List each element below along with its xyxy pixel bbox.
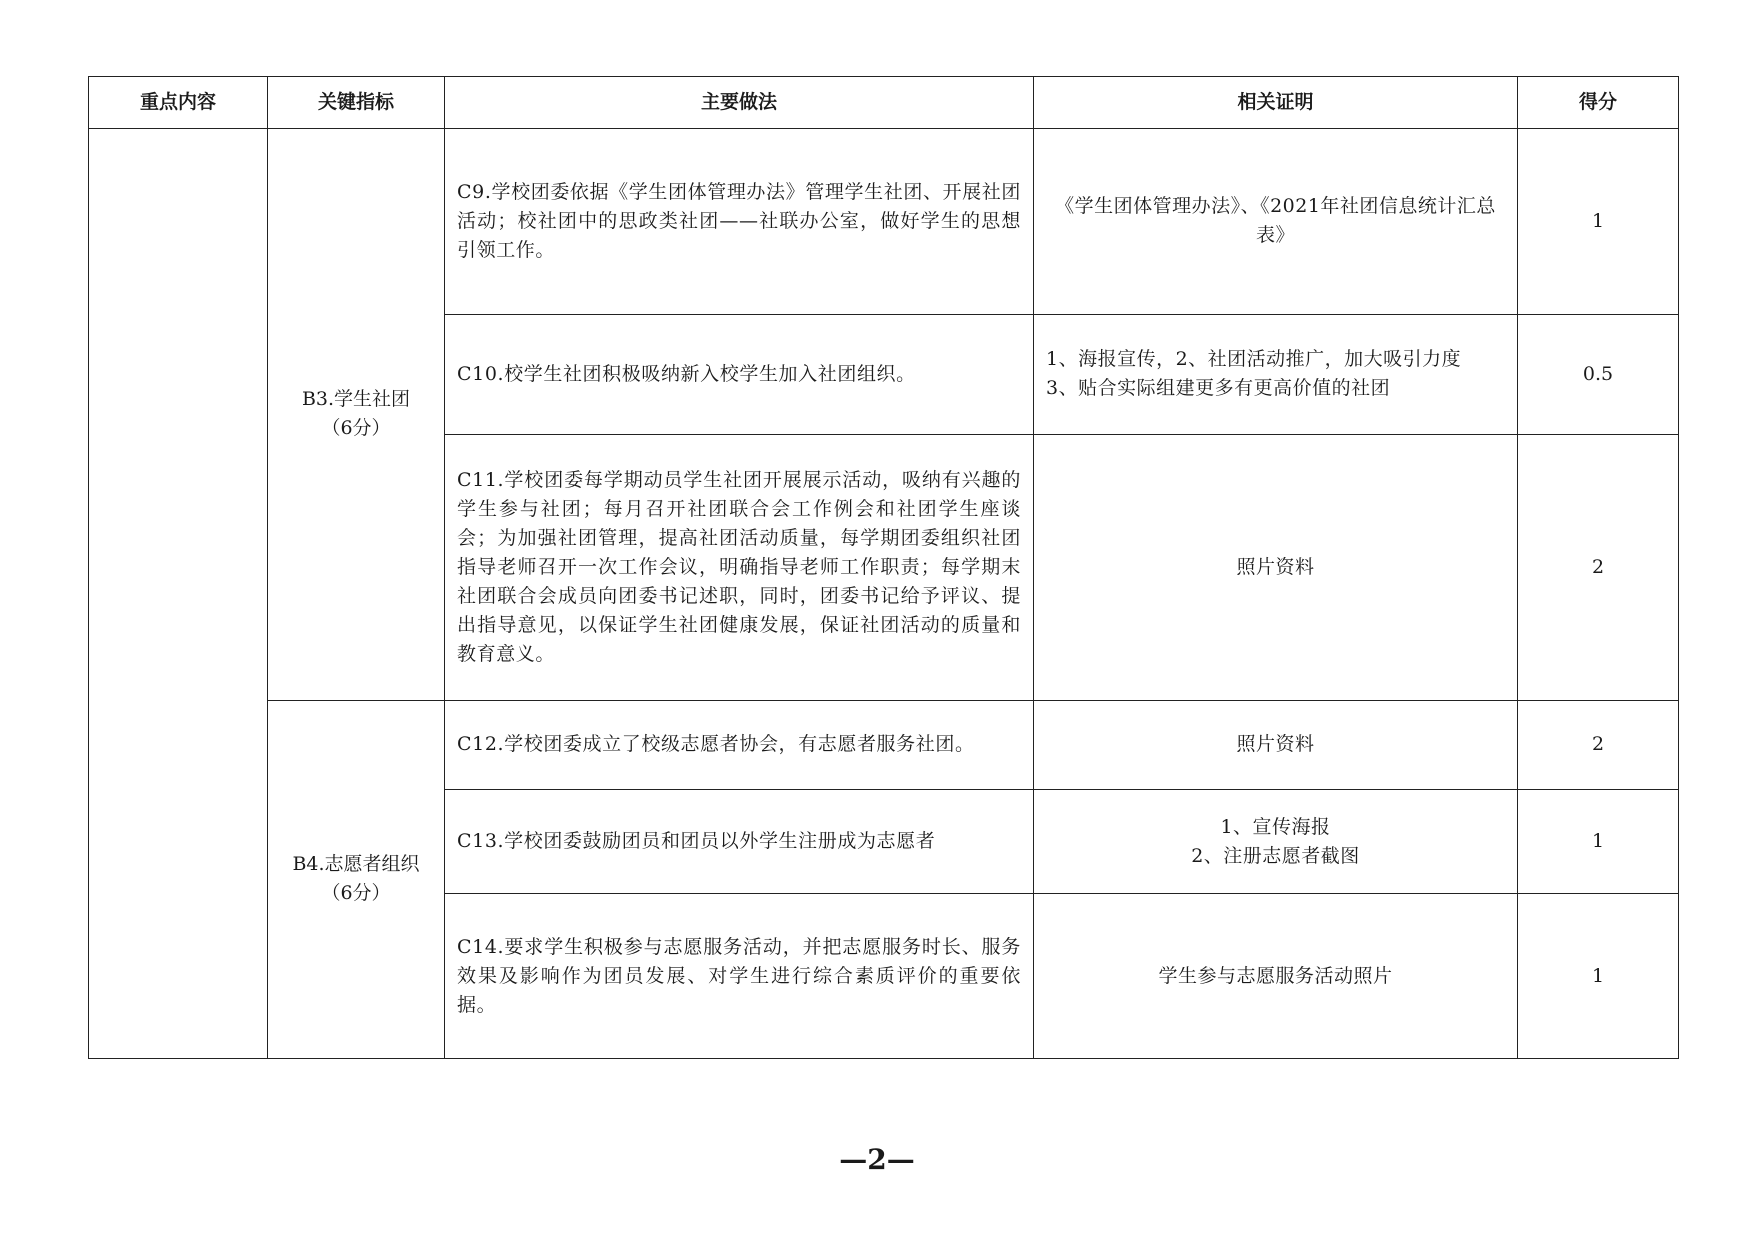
indicator-b4-points: （6分） [321, 882, 391, 905]
header-key-indicator: 关键指标 [268, 77, 445, 129]
score-c10: 0.5 [1518, 314, 1679, 434]
method-c11: C11.学校团委每学期动员学生社团开展展示活动，吸纳有兴趣的学生参与社团；每月召开社团联合会工作例会和社团学生座谈会；为加强社团管理，提高社团活动质量，每学期团委组织社团指导老师召开一次工作会议，明确指导老师工作职责；每学期末社团联合会成员向团委书记述职，同时，团委书记给予评议、提出指导意见，以保证学生社团健康发展，保证社团活动的质量和教育意义。 [445, 434, 1034, 700]
score-c12: 2 [1518, 700, 1679, 789]
evidence-c12: 照片资料 [1034, 700, 1518, 789]
evidence-c11: 照片资料 [1034, 434, 1518, 700]
method-c9: C9.学校团委依据《学生团体管理办法》管理学生社团、开展社团活动；校社团中的思政类社团——社联办公室，做好学生的思想引领工作。 [445, 129, 1034, 315]
score-c14: 1 [1518, 894, 1679, 1059]
score-c9: 1 [1518, 129, 1679, 315]
score-c13: 1 [1518, 790, 1679, 894]
indicator-b4-title: B4.志愿者组织 [292, 853, 420, 876]
evidence-c13-line-1: 1、宣传海报 [1220, 815, 1331, 838]
evidence-c10 [1034, 314, 1518, 434]
indicator-b4-cell [268, 700, 445, 1058]
key-content-cell [89, 129, 268, 1059]
header-key-content: 重点内容 [89, 77, 268, 129]
method-c14: C14.要求学生积极参与志愿服务活动，并把志愿服务时长、服务效果及影响作为团员发展、对学生进行综合素质评价的重要依据。 [445, 894, 1034, 1059]
evidence-c13 [1034, 790, 1518, 894]
table-row [89, 700, 1679, 789]
indicator-b3-cell [268, 129, 445, 701]
evidence-c10-line-1: 1、海报宣传，2、社团活动推广，加大吸引力度 [1046, 348, 1462, 371]
method-c13: C13.学校团委鼓励团员和团员以外学生注册成为志愿者 [445, 790, 1034, 894]
indicator-b3-points: （6分） [321, 417, 391, 440]
evaluation-table [88, 76, 1679, 1059]
method-c10: C10.校学生社团积极吸纳新入校学生加入社团组织。 [445, 314, 1034, 434]
header-score: 得分 [1518, 77, 1679, 129]
table-row [89, 129, 1679, 315]
method-c12: C12.学校团委成立了校级志愿者协会，有志愿者服务社团。 [445, 700, 1034, 789]
evidence-c14: 学生参与志愿服务活动照片 [1034, 894, 1518, 1059]
header-main-method: 主要做法 [445, 77, 1034, 129]
header-evidence: 相关证明 [1034, 77, 1518, 129]
table-header-row [89, 77, 1679, 129]
indicator-b3-title: B3.学生社团 [301, 388, 411, 411]
evidence-c9: 《学生团体管理办法》、《2021年社团信息统计汇总表》 [1034, 129, 1518, 315]
evidence-c10-line-2: 3、贴合实际组建更多有更高价值的社团 [1046, 377, 1391, 400]
evidence-c13-line-2: 2、注册志愿者截图 [1191, 844, 1360, 867]
score-c11: 2 [1518, 434, 1679, 700]
page-number: —2— [839, 1143, 915, 1176]
